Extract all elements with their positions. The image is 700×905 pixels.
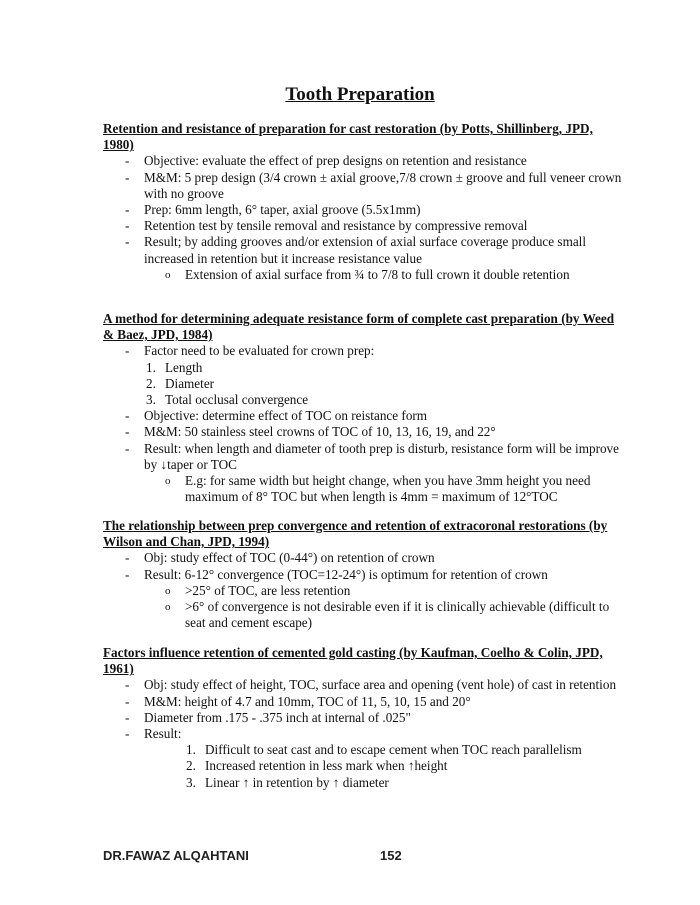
list-item: - Result: [103, 726, 623, 742]
sub-list [103, 267, 623, 283]
bullet-list [103, 343, 623, 359]
sub-list-item: o >25° of TOC, are less retention [103, 583, 623, 599]
section-title: A method for determining adequate resistance form of complete cast preparation (by Weed & Baez, JPD, 1984) [103, 311, 615, 343]
list-item: - Result: when length and diameter of tooth prep is disturb, resistance form will be improve by ↓taper or TOC [103, 441, 623, 473]
sub-list [103, 583, 623, 632]
item-text: Difficult to seat cast and to escape cement when TOC reach parallelism [205, 742, 582, 758]
item-text: Length [165, 359, 203, 375]
section-wilson-chan [103, 518, 623, 631]
list-item: - Retention test by tensile removal and resistance by compressive removal [103, 218, 623, 234]
numbered-item [103, 758, 623, 774]
bullet-list [103, 408, 623, 473]
numbered-item [103, 376, 623, 392]
numbered-list [103, 742, 623, 791]
item-number: 1. [186, 742, 196, 758]
sub-list-item: o >6° of convergence is not desirable even if it is clinically achievable (difficult to seat and cement escape) [103, 599, 623, 631]
page-number: 152 [380, 848, 402, 863]
list-item: - Obj: study effect of height, TOC, surface area and opening (vent hole) of cast in retention [103, 677, 623, 693]
item-text: Linear ↑ in retention by ↑ diameter [205, 774, 389, 790]
list-item: - Objective: evaluate the effect of prep designs on retention and resistance [103, 153, 623, 169]
list-item: - Prep: 6mm length, 6° taper, axial groove (5.5x1mm) [103, 202, 623, 218]
bullet-list [103, 153, 623, 266]
numbered-item [103, 742, 623, 758]
numbered-item [103, 775, 623, 791]
page-title: Tooth Preparation [285, 84, 435, 105]
item-text: Total occlusal convergence [165, 392, 309, 408]
sub-list [103, 473, 623, 505]
numbered-item [103, 392, 623, 408]
list-item: - Objective: determine effect of TOC on reistance form [103, 408, 623, 424]
item-number: 2. [146, 375, 156, 391]
item-number: 1. [146, 359, 156, 375]
section-potts [103, 121, 623, 283]
list-item: - Factor need to be evaluated for crown prep: [103, 343, 623, 359]
footer-author: DR.FAWAZ ALQAHTANI [103, 848, 249, 863]
list-item: - Result: 6-12° convergence (TOC=12-24°) is optimum for retention of crown [103, 567, 623, 583]
section-weed-baez [103, 311, 623, 505]
list-item: - Result; by adding grooves and/or extension of axial surface coverage produce small increased in retention but it increase resistance value [103, 234, 623, 266]
item-number: 3. [146, 392, 156, 408]
item-text: Increased retention in less mark when ↑height [205, 758, 448, 774]
section-title: Factors influence retention of cemented gold casting (by Kaufman, Coelho & Colin, JPD, 1961) [103, 645, 603, 677]
item-number: 3. [186, 774, 196, 790]
list-item: - M&M: 50 stainless steel crowns of TOC of 10, 13, 16, 19, and 22° [103, 424, 623, 440]
sub-list-item: o E.g: for same width but height change, when you have 3mm height you need maximum of 8° TOC but when length is 4mm = maximum of 12°TOC [103, 473, 623, 505]
bullet-list [103, 677, 623, 742]
numbered-item [103, 360, 623, 376]
item-text: Diameter [165, 375, 215, 391]
list-item: - Obj: study effect of TOC (0-44°) on retention of crown [103, 550, 623, 566]
list-item: - M&M: 5 prep design (3/4 crown ± axial groove,7/8 crown ± groove and full veneer crown with no groove [103, 170, 623, 202]
section-title: Retention and resistance of preparation for cast restoration (by Potts, Shillinberg, JPD, 1980) [103, 121, 593, 153]
section-title: The relationship between prep convergence and retention of extracoronal restorations (by Wilson and Chan, JPD, 1994) [103, 518, 608, 550]
numbered-list [103, 360, 623, 409]
sub-list-item: o Extension of axial surface from ¾ to 7/8 to full crown it double retention [103, 267, 623, 283]
list-item: - M&M: height of 4.7 and 10mm, TOC of 11, 5, 10, 15 and 20° [103, 694, 623, 710]
list-item: - Diameter from .175 - .375 inch at internal of .025" [103, 710, 623, 726]
bullet-list [103, 550, 623, 582]
item-number: 2. [186, 758, 196, 774]
section-kaufman [103, 645, 623, 791]
